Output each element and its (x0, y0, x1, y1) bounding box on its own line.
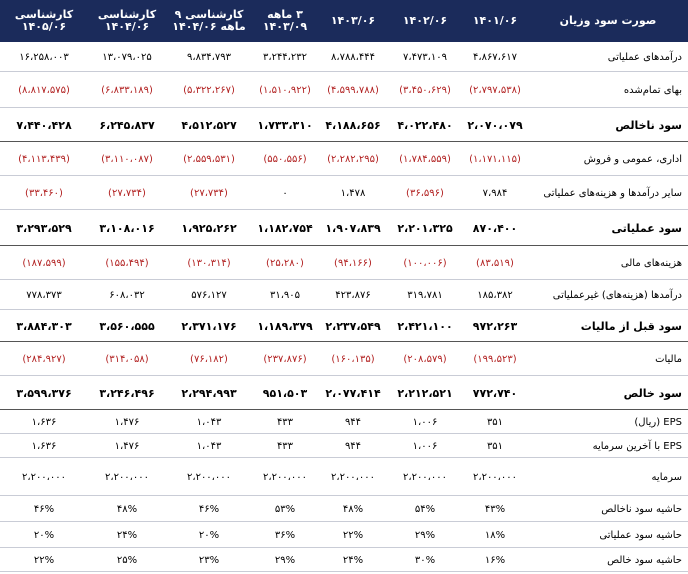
header-title: صورت سود وزیان (559, 14, 657, 27)
row-value: ۵۷۶،۱۲۷ (191, 289, 227, 301)
row-value: ۲۲% (33, 554, 55, 566)
row-divider (0, 571, 688, 572)
row-value: ۱،۱۸۹،۳۷۹ (257, 319, 313, 333)
row-value: ۱۶،۲۵۸،۰۰۳ (19, 51, 69, 63)
row-value: ۱۸۵،۳۸۲ (477, 289, 513, 301)
row-value: ۱،۴۷۶ (114, 416, 140, 428)
table-row (0, 376, 688, 410)
row-value: ۷۷۲،۷۴۰ (472, 386, 518, 400)
table-row (0, 142, 688, 176)
row-value: (۸،۸۱۷،۵۷۵) (18, 84, 70, 96)
row-value: ۲،۲۹۴،۹۹۳ (181, 386, 237, 400)
row-value: (۱،۱۷۱،۱۱۵) (469, 153, 521, 165)
table-row (0, 458, 688, 496)
row-value: ۷۷۸،۳۷۳ (26, 289, 62, 301)
row-value: (۲،۲۸۲،۲۹۵) (327, 153, 379, 165)
header-period: ۳ ماهه ۱۴۰۳/۰۹ (262, 8, 308, 33)
header-period: کارشناسی ۱۴۰۴/۰۶ (97, 8, 157, 33)
table-row (0, 310, 688, 342)
row-label: سود قبل از مالیات (580, 319, 682, 333)
row-label: سایر درآمدها و هزینه‌های عملیاتی (543, 187, 682, 199)
row-value: ۱،۴۷۸ (340, 187, 366, 199)
row-value: (۹۴،۱۶۶) (334, 257, 372, 269)
row-value: ۳۰% (414, 554, 436, 566)
row-value: ۲۲% (342, 529, 364, 541)
table-row (0, 496, 688, 522)
row-value: ۲،۴۲۱،۱۰۰ (397, 319, 453, 333)
row-value: ۳،۵۶۰،۵۵۵ (99, 319, 155, 333)
row-value: ۲۳% (198, 554, 220, 566)
row-label: سرمایه (651, 471, 682, 483)
row-value: ۱،۴۷۶ (114, 440, 140, 452)
row-value: (۱۰۰،۰۰۶) (403, 257, 447, 269)
table-row (0, 522, 688, 548)
header-period: ۱۴۰۱/۰۶ (472, 14, 518, 27)
row-value: ۲،۲۰۰،۰۰۰ (402, 471, 448, 483)
row-value: (۲۷،۷۳۴) (108, 187, 146, 199)
row-value: (۱،۵۱۰،۹۲۲) (259, 84, 311, 96)
row-value: (۴،۵۹۹،۷۸۸) (327, 84, 379, 96)
row-value: (۳۶،۵۹۶) (406, 187, 444, 199)
row-value: ۲۰% (198, 529, 220, 541)
row-label: سود عملیاتی (611, 221, 682, 235)
row-value: ۳،۵۹۹،۳۷۶ (16, 386, 72, 400)
row-value: ۲،۲۰۰،۰۰۰ (104, 471, 150, 483)
row-value: ۳۶% (274, 529, 296, 541)
row-value: ۳،۲۴۶،۴۹۶ (99, 386, 155, 400)
row-label: حاشیه سود عملیاتی (599, 529, 682, 541)
row-value: ۲۴% (116, 529, 138, 541)
row-value: ۴۲۳،۸۷۶ (335, 289, 371, 301)
row-value: ۱،۹۰۷،۸۳۹ (325, 221, 381, 235)
row-value: (۲۸۴،۹۲۷) (22, 353, 66, 365)
row-value: ۴۸% (342, 503, 364, 515)
row-value: (۳،۱۱۰،۰۸۷) (101, 153, 153, 165)
row-value: ۱،۹۲۵،۲۶۲ (181, 221, 237, 235)
row-value: ۲،۲۱۲،۵۲۱ (397, 386, 453, 400)
row-label: EPS (ریال) (634, 416, 682, 428)
table-row (0, 42, 688, 72)
header-period: کارشناسی ۹ ماهه ۱۴۰۴/۰۶ (172, 8, 246, 33)
row-value: ۱۳،۰۷۹،۰۲۵ (102, 51, 152, 63)
row-value: (۳۳،۴۶۰) (25, 187, 63, 199)
row-value: ۲،۰۷۷،۴۱۴ (325, 386, 381, 400)
row-value: ۹۴۴ (344, 416, 362, 428)
row-label: اداری، عمومی و فروش (583, 153, 682, 165)
row-value: (۳۱۴،۰۵۸) (105, 353, 149, 365)
row-label: سود خالص (623, 386, 682, 400)
row-value: (۴،۱۱۳،۴۳۹) (18, 153, 70, 165)
header-period: کارشناسی ۱۴۰۵/۰۶ (14, 8, 74, 33)
row-value: (۲۰۸،۵۷۹) (403, 353, 447, 365)
row-label: درآمدهای عملیاتی (607, 51, 682, 63)
row-value: ۴،۵۱۲،۵۲۷ (181, 118, 237, 132)
table-row (0, 548, 688, 572)
row-value: ۸،۷۸۸،۴۴۴ (330, 51, 376, 63)
row-value: ۲،۰۷۰،۰۷۹ (467, 118, 523, 132)
row-value: ۲،۳۷۱،۱۷۶ (181, 319, 237, 333)
row-value: ۱،۰۴۳ (196, 440, 222, 452)
row-value: ۱،۷۳۳،۳۱۰ (257, 118, 313, 132)
row-value: ۷،۹۸۴ (482, 187, 508, 199)
row-value: ۹،۸۳۴،۷۹۳ (186, 51, 232, 63)
row-value: (۳،۴۵۰،۶۲۹) (399, 84, 451, 96)
row-value: (۲،۵۵۹،۵۳۱) (183, 153, 235, 165)
header-period: ۱۴۰۲/۰۶ (402, 14, 448, 27)
table-row (0, 410, 688, 434)
row-value: ۳،۲۴۴،۲۳۲ (262, 51, 308, 63)
row-value: ۱،۰۰۶ (412, 440, 438, 452)
row-value: ۵۴% (414, 503, 436, 515)
row-value: ۲۰% (33, 529, 55, 541)
row-label: مالیات (655, 353, 682, 365)
row-value: ۱،۱۸۲،۷۵۴ (257, 221, 313, 235)
row-value: ۴۸% (116, 503, 138, 515)
row-label: درآمدها (هزینه‌های) غیرعملیاتی (552, 289, 682, 301)
row-value: ۹۵۱،۵۰۳ (262, 386, 308, 400)
row-value: ۲۹% (414, 529, 436, 541)
row-value: ۲،۲۰۰،۰۰۰ (21, 471, 67, 483)
row-value: (۲۳۷،۸۷۶) (263, 353, 307, 365)
row-value: (۱۳۰،۳۱۴) (187, 257, 231, 269)
row-value: ۳۵۱ (486, 440, 504, 452)
row-value: ۷،۴۷۳،۱۰۹ (402, 51, 448, 63)
row-value: (۸۳،۵۱۹) (476, 257, 514, 269)
row-value: ۲،۲۰۰،۰۰۰ (262, 471, 308, 483)
row-value: ۲،۲۰۰،۰۰۰ (186, 471, 232, 483)
row-value: (۱۹۹،۵۲۳) (473, 353, 517, 365)
row-value: ۲۵% (116, 554, 138, 566)
row-value: ۴،۱۸۸،۶۵۶ (325, 118, 381, 132)
header-period: ۱۴۰۳/۰۶ (330, 14, 376, 27)
row-value: ۱۸% (484, 529, 506, 541)
row-value: ۴۶% (198, 503, 220, 515)
row-value: ۸۷۰،۴۰۰ (472, 221, 518, 235)
table-row (0, 280, 688, 310)
row-label: بهای تمام‌شده (623, 84, 682, 96)
row-value: (۱۸۷،۵۹۹) (22, 257, 66, 269)
row-value: ۳،۱۰۸،۰۱۶ (99, 221, 155, 235)
row-value: (۵۵۰،۵۵۶) (263, 153, 307, 165)
row-value: (۷۶،۱۸۲) (190, 353, 228, 365)
row-value: ۳۱،۹۰۵ (269, 289, 301, 301)
row-value: ۴۳۳ (276, 440, 294, 452)
row-value: ۲،۲۰۱،۳۲۵ (397, 221, 453, 235)
row-value: (۲۷،۷۳۴) (190, 187, 228, 199)
row-value: ۳۵۱ (486, 416, 504, 428)
row-label: هزینه‌های مالی (620, 257, 682, 269)
row-value: ۲،۲۰۰،۰۰۰ (472, 471, 518, 483)
table-row (0, 246, 688, 280)
row-value: ۱،۶۳۶ (31, 440, 57, 452)
row-value: ۲،۲۳۷،۵۴۹ (325, 319, 381, 333)
row-value: (۲۵،۲۸۰) (266, 257, 304, 269)
table-row (0, 72, 688, 108)
row-value: ۱۶% (484, 554, 506, 566)
row-label: حاشیه سود ناخالص (601, 503, 682, 515)
row-value: ۳۱۹،۷۸۱ (407, 289, 443, 301)
row-value: ۲۹% (274, 554, 296, 566)
table-row (0, 176, 688, 210)
row-label: سود ناخالص (615, 118, 682, 132)
row-value: ۲،۲۰۰،۰۰۰ (330, 471, 376, 483)
table-row (0, 210, 688, 246)
row-value: ۴۳۳ (276, 416, 294, 428)
table-header (0, 0, 688, 42)
row-value: ۹۴۴ (344, 440, 362, 452)
row-value: (۵،۳۲۲،۲۶۷) (183, 84, 235, 96)
row-value: ۷،۴۴۰،۴۲۸ (16, 118, 72, 132)
row-label: حاشیه سود خالص (607, 554, 682, 566)
row-value: ۴۶% (33, 503, 55, 515)
row-value: (۶،۸۳۳،۱۸۹) (101, 84, 153, 96)
row-value: ۵۳% (274, 503, 296, 515)
row-value: ۱،۰۰۶ (412, 416, 438, 428)
row-value: ۹۷۲،۲۶۳ (472, 319, 518, 333)
row-value: ۴۳% (484, 503, 506, 515)
row-value: ۰ (282, 187, 288, 199)
row-value: ۴،۰۲۲،۴۸۰ (397, 118, 453, 132)
row-value: ۲۴% (342, 554, 364, 566)
row-value: ۶،۲۴۵،۸۳۷ (99, 118, 155, 132)
row-value: ۴،۸۶۷،۶۱۷ (472, 51, 518, 63)
row-value: (۲،۷۹۷،۵۳۸) (469, 84, 521, 96)
row-value: ۳،۲۹۳،۵۲۹ (16, 221, 72, 235)
row-label: EPS با آخرین سرمایه (592, 440, 682, 452)
table-row (0, 108, 688, 142)
row-value: ۳،۸۸۴،۳۰۳ (16, 319, 72, 333)
row-value: ۱،۰۴۳ (196, 416, 222, 428)
row-value: ۶۰۸،۰۳۲ (109, 289, 145, 301)
row-value: (۱۵۵،۴۹۴) (105, 257, 149, 269)
row-value: ۱،۶۳۶ (31, 416, 57, 428)
table-row (0, 434, 688, 458)
table-row (0, 342, 688, 376)
row-value: (۱،۷۸۴،۵۵۹) (399, 153, 451, 165)
row-value: (۱۶۰،۱۳۵) (331, 353, 375, 365)
